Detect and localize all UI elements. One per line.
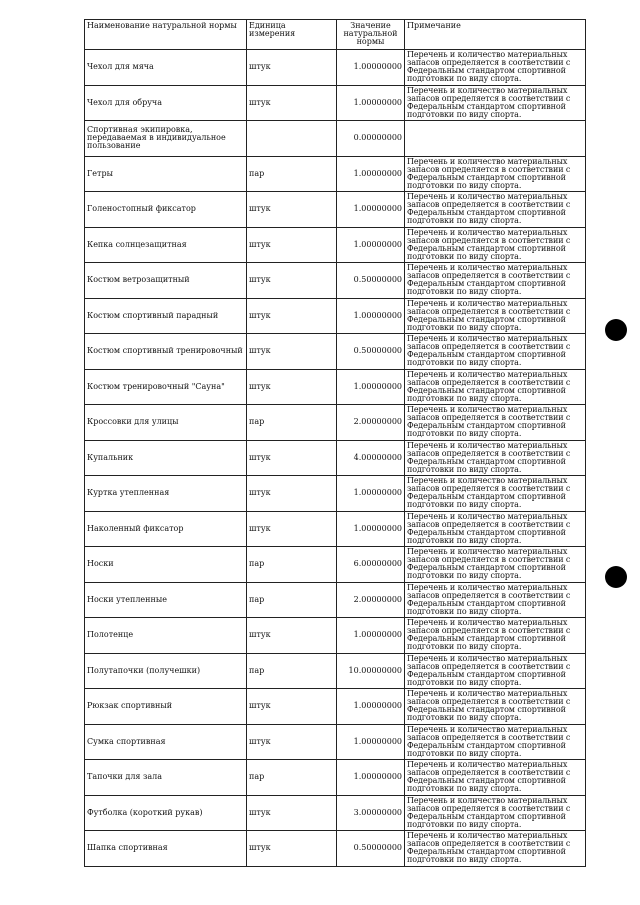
table-row [85, 121, 586, 157]
table-row [85, 227, 586, 263]
cell-note: Перечень и количество материальных запасов определяется в соответствии с Федеральным стандартом спортивной подготовки по виду спорта. [405, 724, 586, 760]
cell-value: 1.00000000 [337, 724, 405, 760]
cell-note: Перечень и количество материальных запасов определяется в соответствии с Федеральным стандартом спортивной подготовки по виду спорта. [405, 511, 586, 547]
cell-note [405, 121, 586, 157]
natural-norms-table [84, 19, 586, 867]
cell-name: Голеностопный фиксатор [85, 192, 247, 228]
cell-value: 1.00000000 [337, 760, 405, 796]
cell-value: 1.00000000 [337, 85, 405, 121]
table-row [85, 192, 586, 228]
header-value: Значение натуральной нормы [337, 20, 405, 50]
table-row [85, 795, 586, 831]
table-row [85, 50, 586, 86]
cell-note: Перечень и количество материальных запасов определяется в соответствии с Федеральным стандартом спортивной подготовки по виду спорта. [405, 760, 586, 796]
cell-unit: пар [247, 760, 337, 796]
cell-value: 3.00000000 [337, 795, 405, 831]
cell-name: Костюм ветрозащитный [85, 263, 247, 299]
header-name: Наименование натуральной нормы [85, 20, 247, 50]
cell-value: 0.50000000 [337, 263, 405, 299]
cell-name: Носки [85, 547, 247, 583]
table-row [85, 156, 586, 192]
cell-note: Перечень и количество материальных запасов определяется в соответствии с Федеральным стандартом спортивной подготовки по виду спорта. [405, 831, 586, 867]
cell-name: Полотенце [85, 618, 247, 654]
cell-name: Сумка спортивная [85, 724, 247, 760]
cell-name: Чехол для мяча [85, 50, 247, 86]
cell-name: Костюм спортивный тренировочный [85, 334, 247, 370]
table-row [85, 476, 586, 512]
cell-unit: пар [247, 156, 337, 192]
cell-unit [247, 121, 337, 157]
cell-unit: штук [247, 511, 337, 547]
cell-value: 1.00000000 [337, 298, 405, 334]
cell-note: Перечень и количество материальных запасов определяется в соответствии с Федеральным стандартом спортивной подготовки по виду спорта. [405, 334, 586, 370]
cell-value: 1.00000000 [337, 511, 405, 547]
cell-note: Перечень и количество материальных запасов определяется в соответствии с Федеральным стандартом спортивной подготовки по виду спорта. [405, 547, 586, 583]
table-row [85, 831, 586, 867]
table-row [85, 405, 586, 441]
cell-unit: штук [247, 724, 337, 760]
cell-note: Перечень и количество материальных запасов определяется в соответствии с Федеральным стандартом спортивной подготовки по виду спорта. [405, 369, 586, 405]
cell-value: 1.00000000 [337, 369, 405, 405]
cell-note: Перечень и количество материальных запасов определяется в соответствии с Федеральным стандартом спортивной подготовки по виду спорта. [405, 440, 586, 476]
cell-unit: штук [247, 369, 337, 405]
table-row [85, 689, 586, 725]
punch-hole-mark [605, 319, 627, 341]
cell-unit: штук [247, 689, 337, 725]
cell-unit: пар [247, 547, 337, 583]
cell-value: 1.00000000 [337, 227, 405, 263]
cell-unit: пар [247, 582, 337, 618]
cell-note: Перечень и количество материальных запасов определяется в соответствии с Федеральным стандартом спортивной подготовки по виду спорта. [405, 795, 586, 831]
cell-value: 0.50000000 [337, 334, 405, 370]
cell-note: Перечень и количество материальных запасов определяется в соответствии с Федеральным стандартом спортивной подготовки по виду спорта. [405, 405, 586, 441]
cell-name: Полутапочки (получешки) [85, 653, 247, 689]
cell-unit: штук [247, 334, 337, 370]
cell-value: 1.00000000 [337, 192, 405, 228]
cell-note: Перечень и количество материальных запасов определяется в соответствии с Федеральным стандартом спортивной подготовки по виду спорта. [405, 476, 586, 512]
cell-name: Спортивная экипировка, передаваемая в индивидуальное пользование [85, 121, 247, 157]
cell-name: Костюм тренировочный "Сауна" [85, 369, 247, 405]
cell-unit: штук [247, 476, 337, 512]
cell-note: Перечень и количество материальных запасов определяется в соответствии с Федеральным стандартом спортивной подготовки по виду спорта. [405, 582, 586, 618]
cell-value: 4.00000000 [337, 440, 405, 476]
cell-name: Костюм спортивный парадный [85, 298, 247, 334]
cell-note: Перечень и количество материальных запасов определяется в соответствии с Федеральным стандартом спортивной подготовки по виду спорта. [405, 85, 586, 121]
cell-note: Перечень и количество материальных запасов определяется в соответствии с Федеральным стандартом спортивной подготовки по виду спорта. [405, 50, 586, 86]
cell-note: Перечень и количество материальных запасов определяется в соответствии с Федеральным стандартом спортивной подготовки по виду спорта. [405, 689, 586, 725]
cell-unit: штук [247, 227, 337, 263]
table-row [85, 760, 586, 796]
cell-name: Куртка утепленная [85, 476, 247, 512]
table-row [85, 724, 586, 760]
cell-note: Перечень и количество материальных запасов определяется в соответствии с Федеральным стандартом спортивной подготовки по виду спорта. [405, 653, 586, 689]
table-row [85, 263, 586, 299]
cell-note: Перечень и количество материальных запасов определяется в соответствии с Федеральным стандартом спортивной подготовки по виду спорта. [405, 618, 586, 654]
cell-name: Носки утепленные [85, 582, 247, 618]
cell-name: Кепка солнцезащитная [85, 227, 247, 263]
cell-value: 2.00000000 [337, 405, 405, 441]
header-unit: Единица измерения [247, 20, 337, 50]
cell-value: 10.00000000 [337, 653, 405, 689]
cell-value: 1.00000000 [337, 156, 405, 192]
cell-unit: пар [247, 405, 337, 441]
table-body [85, 50, 586, 867]
cell-name: Купальник [85, 440, 247, 476]
cell-unit: штук [247, 831, 337, 867]
cell-note: Перечень и количество материальных запасов определяется в соответствии с Федеральным стандартом спортивной подготовки по виду спорта. [405, 263, 586, 299]
table-row [85, 547, 586, 583]
table-row [85, 653, 586, 689]
table-row [85, 618, 586, 654]
cell-unit: штук [247, 795, 337, 831]
cell-name: Футболка (короткий рукав) [85, 795, 247, 831]
table-row [85, 334, 586, 370]
table-row [85, 582, 586, 618]
header-note: Примечание [405, 20, 586, 50]
cell-value: 1.00000000 [337, 476, 405, 512]
cell-name: Наколенный фиксатор [85, 511, 247, 547]
table-row [85, 85, 586, 121]
cell-unit: штук [247, 440, 337, 476]
cell-note: Перечень и количество материальных запасов определяется в соответствии с Федеральным стандартом спортивной подготовки по виду спорта. [405, 192, 586, 228]
cell-name: Чехол для обруча [85, 85, 247, 121]
cell-value: 2.00000000 [337, 582, 405, 618]
cell-value: 0.50000000 [337, 831, 405, 867]
cell-note: Перечень и количество материальных запасов определяется в соответствии с Федеральным стандартом спортивной подготовки по виду спорта. [405, 298, 586, 334]
table-header-row [85, 20, 586, 50]
cell-name: Рюкзак спортивный [85, 689, 247, 725]
cell-unit: штук [247, 192, 337, 228]
cell-unit: штук [247, 263, 337, 299]
cell-unit: штук [247, 50, 337, 86]
table-row [85, 511, 586, 547]
cell-value: 0.00000000 [337, 121, 405, 157]
cell-value: 6.00000000 [337, 547, 405, 583]
table-row [85, 440, 586, 476]
cell-unit: пар [247, 653, 337, 689]
cell-note: Перечень и количество материальных запасов определяется в соответствии с Федеральным стандартом спортивной подготовки по виду спорта. [405, 156, 586, 192]
cell-unit: штук [247, 298, 337, 334]
table-row [85, 369, 586, 405]
cell-name: Шапка спортивная [85, 831, 247, 867]
cell-value: 1.00000000 [337, 618, 405, 654]
cell-name: Кроссовки для улицы [85, 405, 247, 441]
cell-name: Гетры [85, 156, 247, 192]
cell-unit: штук [247, 85, 337, 121]
table-row [85, 298, 586, 334]
cell-note: Перечень и количество материальных запасов определяется в соответствии с Федеральным стандартом спортивной подготовки по виду спорта. [405, 227, 586, 263]
cell-value: 1.00000000 [337, 689, 405, 725]
cell-value: 1.00000000 [337, 50, 405, 86]
cell-unit: штук [247, 618, 337, 654]
cell-name: Тапочки для зала [85, 760, 247, 796]
punch-hole-mark [605, 566, 627, 588]
